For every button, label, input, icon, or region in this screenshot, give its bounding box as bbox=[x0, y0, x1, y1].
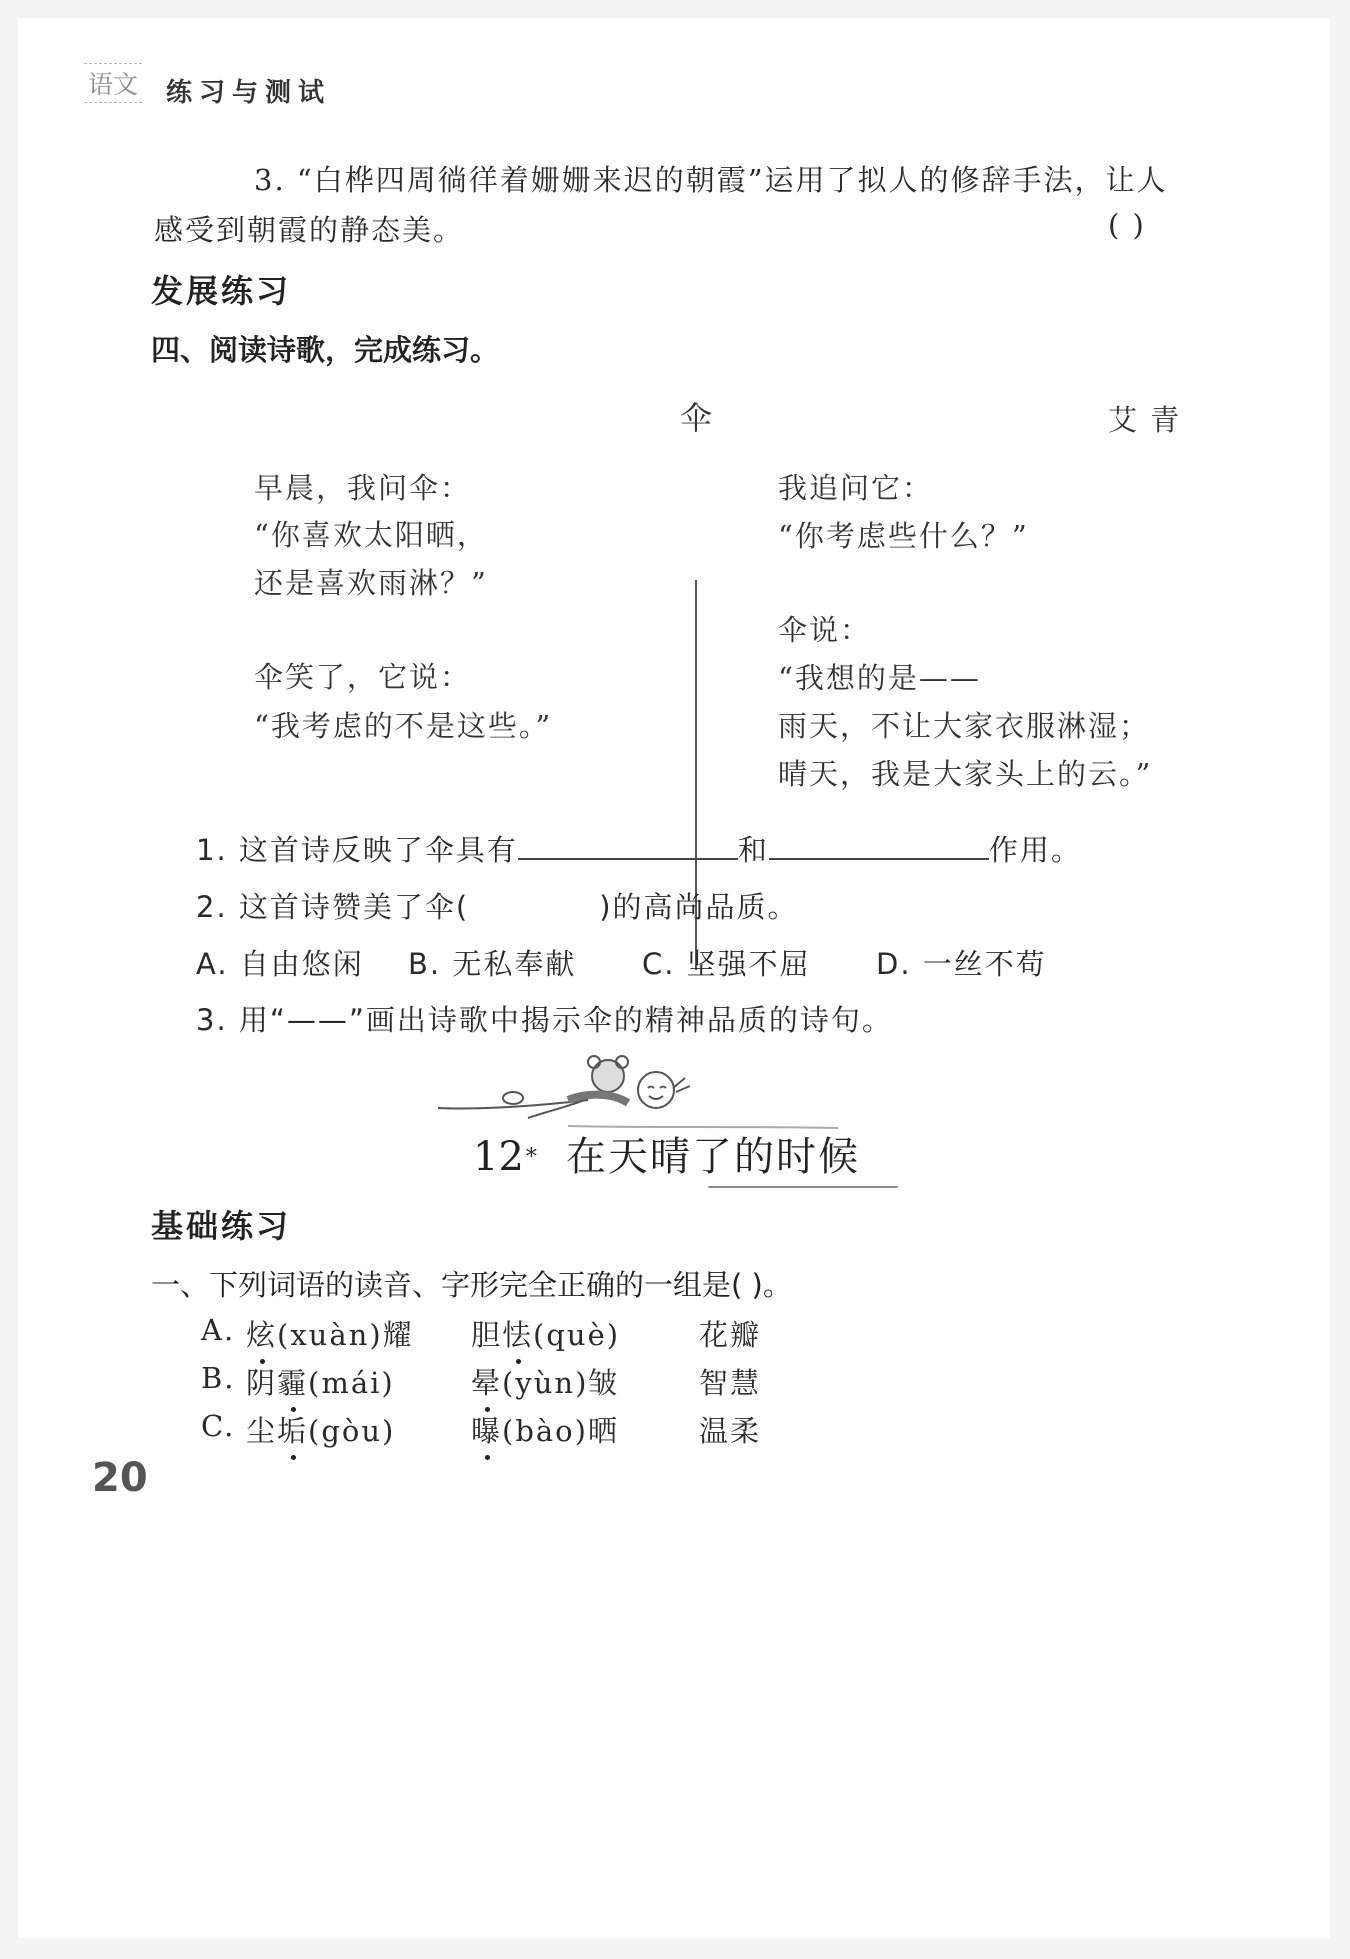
q4-1-prefix: 1. 这首诗反映了伞具有 bbox=[196, 833, 518, 867]
poem-right-line-5: 雨天，不让大家衣服淋湿； bbox=[778, 709, 1151, 743]
q4-2-option-c[interactable]: C. 坚强不屈 bbox=[642, 947, 811, 981]
option-a-word-3: 花瓣 bbox=[699, 1318, 762, 1352]
option-b-word-1: 阴霾(mái) bbox=[246, 1361, 395, 1402]
poem-right-line-2: “你考虑些什么？” bbox=[778, 519, 1029, 553]
poem-right-line-1: 我追问它： bbox=[778, 471, 934, 505]
prev-item3-line1: 3. “白桦四周徜徉着姗姗来迟的朝霞”运用了拟人的修辞手法，让人 bbox=[254, 163, 1168, 197]
question-4-3: 3. 用“——”画出诗歌中揭示伞的精神品质的诗句。 bbox=[196, 1003, 893, 1037]
poem-title: 伞 bbox=[680, 399, 715, 437]
header-subject: 语文 bbox=[84, 63, 142, 103]
poem-left-line-1: 早晨，我问伞： bbox=[254, 471, 472, 505]
q4-1-blank-1[interactable] bbox=[518, 832, 738, 860]
q4-2-option-b[interactable]: B. 无私奉献 bbox=[408, 947, 577, 981]
poem-right-line-6: 晴天，我是大家头上的云。” bbox=[778, 757, 1153, 791]
option-c-word-3: 温柔 bbox=[699, 1414, 762, 1448]
lesson-title bbox=[473, 1125, 860, 1182]
lesson-mark: * bbox=[525, 1144, 537, 1170]
lesson-title-underline bbox=[708, 1186, 898, 1188]
answer-paren[interactable]: ( ) bbox=[1108, 208, 1146, 242]
section-heading-development: 发展练习 bbox=[151, 272, 292, 310]
page bbox=[18, 18, 1330, 1938]
option-a-word-1: 炫(xuàn)耀 bbox=[246, 1313, 414, 1354]
option-b-word-2: 晕(yùn)皱 bbox=[471, 1361, 619, 1402]
basic-question-1-title: 一、下列词语的读音、字形完全正确的一组是( )。 bbox=[151, 1268, 792, 1302]
lesson-title-text: 在天晴了的时候 bbox=[566, 1134, 860, 1180]
option-b-label[interactable]: B. bbox=[201, 1361, 236, 1395]
option-a-label[interactable]: A. bbox=[201, 1313, 236, 1347]
question-4-2 bbox=[196, 885, 799, 926]
poem-left-line-5: “我考虑的不是这些。” bbox=[254, 709, 553, 743]
option-a-word-2: 胆怯(què) bbox=[471, 1313, 620, 1354]
poem-author: 艾 青 bbox=[1108, 403, 1182, 437]
q4-1-and: 和 bbox=[737, 833, 769, 867]
poem-left-line-2: “你喜欢太阳晒， bbox=[254, 518, 488, 552]
header-title: 练习与测试 bbox=[166, 78, 332, 108]
q4-2-option-d[interactable]: D. 一丝不苟 bbox=[876, 947, 1047, 981]
poem-left-line-3: 还是喜欢雨淋？” bbox=[254, 566, 488, 600]
q4-1-suffix: 作用。 bbox=[988, 833, 1082, 867]
question-4-title: 四、阅读诗歌，完成练习。 bbox=[151, 333, 500, 367]
section-heading-basic: 基础练习 bbox=[151, 1207, 292, 1245]
q4-2-option-a[interactable]: A. 自由悠闲 bbox=[196, 947, 364, 981]
q4-2-suffix: )的高尚品质。 bbox=[599, 890, 799, 924]
option-c-label[interactable]: C. bbox=[201, 1409, 236, 1443]
option-b-word-3: 智慧 bbox=[699, 1366, 762, 1400]
q4-2-prefix: 2. 这首诗赞美了伞( bbox=[196, 890, 470, 924]
page-number: 20 bbox=[92, 1455, 148, 1501]
prev-item3-line2: 感受到朝霞的静态美。 bbox=[154, 213, 465, 247]
lesson-number: 12 bbox=[473, 1134, 524, 1180]
question-4-1 bbox=[196, 828, 1082, 869]
option-c-word-2: 曝(bào)晒 bbox=[471, 1409, 619, 1450]
poem-left-line-4: 伞笑了，它说： bbox=[254, 660, 472, 694]
poem-right-line-3: 伞说： bbox=[778, 613, 872, 647]
poem-right-line-4: “我想的是—— bbox=[778, 661, 981, 695]
q4-1-blank-2[interactable] bbox=[769, 832, 989, 860]
option-c-word-1: 尘垢(gòu) bbox=[246, 1409, 395, 1450]
